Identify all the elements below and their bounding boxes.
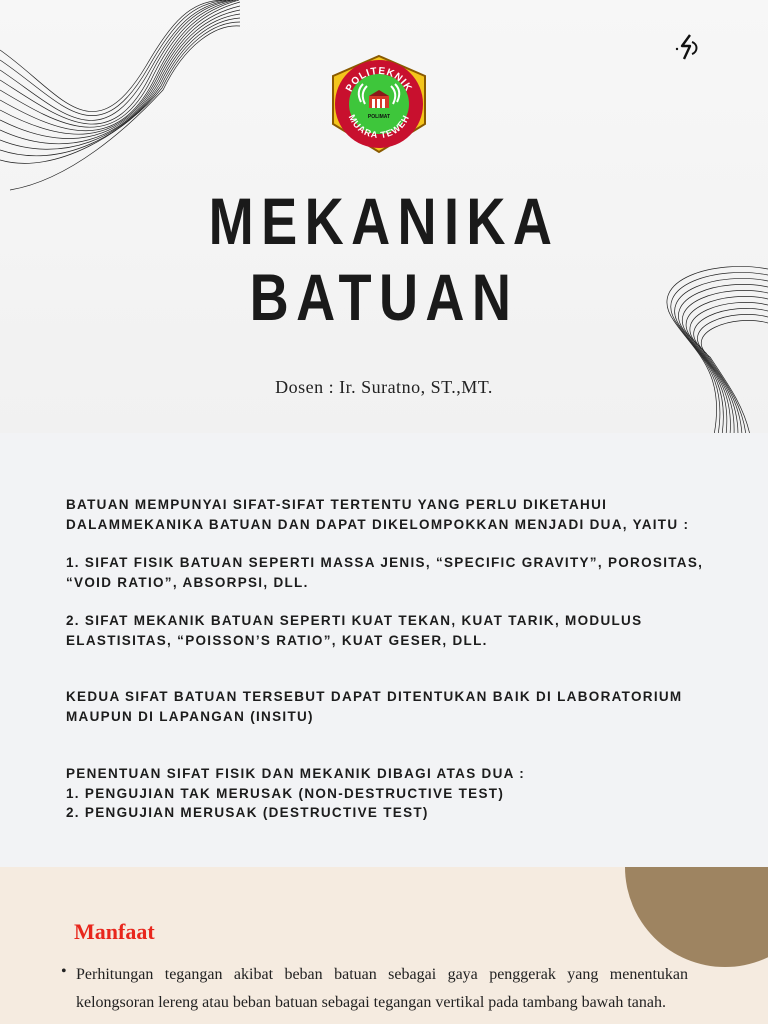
paragraph-physical-properties: 1. SIFAT FISIK BATUAN SEPERTI MASSA JENIS, “SPECIFIC GRAVITY”, POROSITAS, “VOID RATIO”, ABSORPSI, DLL. bbox=[66, 555, 704, 590]
decorative-circle bbox=[625, 867, 768, 967]
benefits-slide bbox=[0, 867, 768, 1024]
content-slide bbox=[0, 433, 768, 867]
title-line-1: MEKANIKA bbox=[208, 184, 560, 258]
paragraph-mechanical-properties: 2. SIFAT MEKANIK BATUAN SEPERTI KUAT TEKAN, KUAT TARIK, MODULUS ELASTISITAS, “POISSON’S RATIO”, KUAT GESER, DLL. bbox=[66, 613, 643, 648]
paragraph-intro: BATUAN MEMPUNYAI SIFAT-SIFAT TERTENTU YANG PERLU DIKETAHUI DALAMMEKANIKA BATUAN DAN DAPAT DIKELOMPOKKAN MENJADI DUA, YAITU : bbox=[66, 497, 690, 532]
title-line-2: BATUAN bbox=[249, 260, 519, 334]
decorative-wave-top-left bbox=[0, 0, 240, 200]
lecturer-name: Dosen : Ir. Suratno, ST.,MT. bbox=[275, 377, 493, 397]
benefit-item: Perhitungan tegangan akibat beban batuan sebagai gaya penggerak yang menentukan kelongsoran lereng atau beban batuan sebagai tegangan vertikal pada tambang bawah tanah. bbox=[76, 966, 688, 1011]
logo-top-text: POLITEKNIK bbox=[344, 65, 414, 94]
logo-center-text: POLIMAT bbox=[367, 114, 391, 120]
title-slide bbox=[0, 0, 768, 433]
brand-mark-icon bbox=[672, 32, 702, 62]
paragraph-testing-types: PENENTUAN SIFAT FISIK DAN MEKANIK DIBAGI ATAS DUA : 1. PENGUJIAN TAK MERUSAK (NON-DESTRUCTIVE TEST) 2. PENGUJIAN MERUSAK (DESTRUCTIVE TEST) bbox=[66, 766, 526, 820]
logo-bottom-text: MUARA TEWEH bbox=[346, 112, 412, 141]
paragraph-determination: KEDUA SIFAT BATUAN TERSEBUT DAPAT DITENTUKAN BAIK DI LABORATORIUM MAUPUN DI LAPANGAN (INSITU) bbox=[66, 689, 683, 724]
bullet-icon: • bbox=[61, 963, 67, 980]
benefits-heading: Manfaat bbox=[74, 919, 155, 944]
polytechnic-logo bbox=[327, 54, 431, 154]
